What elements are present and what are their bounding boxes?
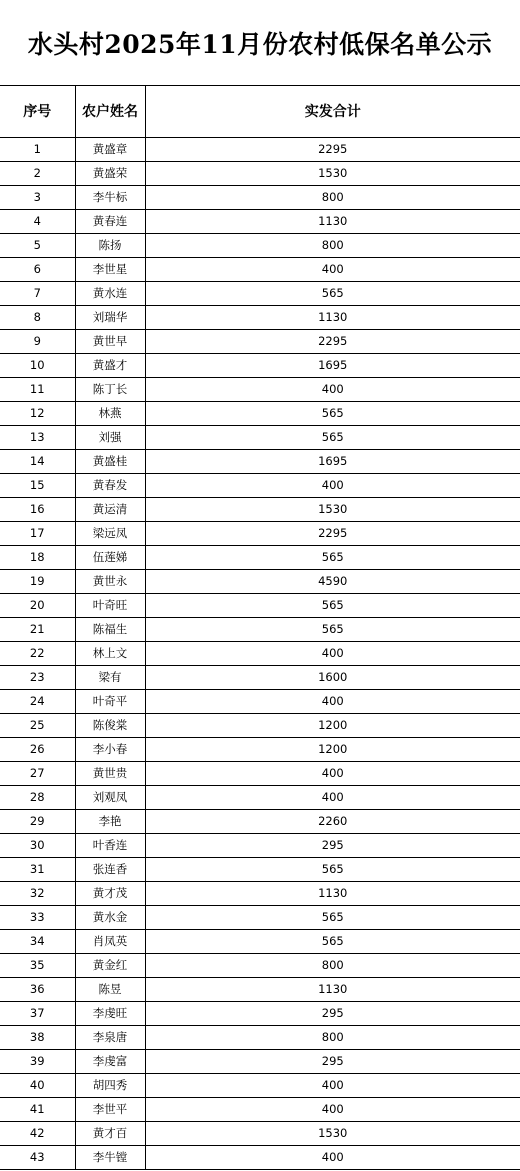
cell-amount: 400 <box>145 1145 520 1169</box>
cell-index: 16 <box>0 497 75 521</box>
cell-name: 李小春 <box>75 737 145 761</box>
table-row <box>0 617 520 641</box>
cell-amount: 800 <box>145 185 520 209</box>
header-name: 农户姓名 <box>75 86 145 137</box>
table-row <box>0 353 520 377</box>
table-row <box>0 137 520 161</box>
cell-index: 25 <box>0 713 75 737</box>
cell-name: 胡四秀 <box>75 1073 145 1097</box>
cell-name: 刘瑞华 <box>75 305 145 329</box>
cell-index: 8 <box>0 305 75 329</box>
header-index: 序号 <box>0 86 75 137</box>
table-row <box>0 257 520 281</box>
cell-index: 1 <box>0 137 75 161</box>
table-row <box>0 449 520 473</box>
cell-amount: 1530 <box>145 497 520 521</box>
cell-amount: 1600 <box>145 665 520 689</box>
cell-index: 35 <box>0 953 75 977</box>
cell-name: 黄才茂 <box>75 881 145 905</box>
table-row <box>0 497 520 521</box>
cell-name: 刘强 <box>75 425 145 449</box>
cell-amount: 400 <box>145 641 520 665</box>
cell-amount: 400 <box>145 473 520 497</box>
cell-amount: 400 <box>145 1097 520 1121</box>
table-row <box>0 785 520 809</box>
table-row <box>0 809 520 833</box>
cell-index: 17 <box>0 521 75 545</box>
cell-index: 43 <box>0 1145 75 1169</box>
table-row <box>0 881 520 905</box>
cell-amount: 4590 <box>145 569 520 593</box>
cell-amount: 295 <box>145 1001 520 1025</box>
cell-name: 梁远凤 <box>75 521 145 545</box>
cell-name: 李牛镗 <box>75 1145 145 1169</box>
cell-index: 31 <box>0 857 75 881</box>
cell-index: 21 <box>0 617 75 641</box>
table-row <box>0 977 520 1001</box>
cell-name: 陈扬 <box>75 233 145 257</box>
table-row <box>0 1145 520 1169</box>
cell-index: 34 <box>0 929 75 953</box>
cell-amount: 1130 <box>145 977 520 1001</box>
cell-name: 陈福生 <box>75 617 145 641</box>
cell-name: 黄金红 <box>75 953 145 977</box>
cell-index: 24 <box>0 689 75 713</box>
cell-index: 20 <box>0 593 75 617</box>
cell-name: 黄世贵 <box>75 761 145 785</box>
table-row <box>0 1121 520 1145</box>
cell-amount: 1530 <box>145 161 520 185</box>
cell-name: 黄水连 <box>75 281 145 305</box>
cell-amount: 2295 <box>145 521 520 545</box>
table-row <box>0 641 520 665</box>
cell-index: 28 <box>0 785 75 809</box>
cell-amount: 565 <box>145 857 520 881</box>
table-row <box>0 1049 520 1073</box>
cell-index: 10 <box>0 353 75 377</box>
table-row <box>0 1097 520 1121</box>
table-row <box>0 329 520 353</box>
cell-amount: 295 <box>145 833 520 857</box>
cell-name: 黄水金 <box>75 905 145 929</box>
cell-amount: 1200 <box>145 737 520 761</box>
table-row <box>0 857 520 881</box>
cell-name: 刘观凤 <box>75 785 145 809</box>
cell-name: 李牛标 <box>75 185 145 209</box>
cell-name: 叶香连 <box>75 833 145 857</box>
cell-name: 陈俊棠 <box>75 713 145 737</box>
cell-name: 黄春连 <box>75 209 145 233</box>
table-row <box>0 1025 520 1049</box>
cell-amount: 1530 <box>145 1121 520 1145</box>
cell-name: 黄才百 <box>75 1121 145 1145</box>
cell-amount: 1130 <box>145 881 520 905</box>
cell-index: 32 <box>0 881 75 905</box>
cell-index: 40 <box>0 1073 75 1097</box>
table-row <box>0 593 520 617</box>
table-row <box>0 905 520 929</box>
cell-index: 33 <box>0 905 75 929</box>
table-row <box>0 281 520 305</box>
table-row <box>0 689 520 713</box>
cell-index: 2 <box>0 161 75 185</box>
cell-name: 李泉唐 <box>75 1025 145 1049</box>
cell-index: 18 <box>0 545 75 569</box>
cell-name: 林燕 <box>75 401 145 425</box>
cell-name: 黄春发 <box>75 473 145 497</box>
cell-index: 41 <box>0 1097 75 1121</box>
cell-index: 12 <box>0 401 75 425</box>
table-row <box>0 377 520 401</box>
cell-name: 伍莲娣 <box>75 545 145 569</box>
cell-amount: 565 <box>145 425 520 449</box>
cell-index: 4 <box>0 209 75 233</box>
cell-amount: 400 <box>145 761 520 785</box>
cell-amount: 2295 <box>145 137 520 161</box>
cell-index: 30 <box>0 833 75 857</box>
cell-amount: 565 <box>145 401 520 425</box>
table-row <box>0 305 520 329</box>
beneficiary-table <box>0 86 520 1170</box>
cell-name: 李世星 <box>75 257 145 281</box>
cell-name: 张连香 <box>75 857 145 881</box>
cell-amount: 1130 <box>145 305 520 329</box>
cell-name: 黄盛才 <box>75 353 145 377</box>
cell-index: 36 <box>0 977 75 1001</box>
table-row <box>0 473 520 497</box>
cell-name: 李虔旺 <box>75 1001 145 1025</box>
table-row <box>0 425 520 449</box>
cell-index: 14 <box>0 449 75 473</box>
cell-amount: 2260 <box>145 809 520 833</box>
cell-amount: 2295 <box>145 329 520 353</box>
table-row <box>0 545 520 569</box>
cell-amount: 800 <box>145 233 520 257</box>
cell-amount: 565 <box>145 545 520 569</box>
cell-amount: 295 <box>145 1049 520 1073</box>
page-title: 水头村2025年11月份农村低保名单公示 <box>0 0 520 86</box>
cell-index: 6 <box>0 257 75 281</box>
table-row <box>0 929 520 953</box>
cell-name: 黄世永 <box>75 569 145 593</box>
cell-name: 梁有 <box>75 665 145 689</box>
cell-name: 陈丁长 <box>75 377 145 401</box>
table-row <box>0 737 520 761</box>
table-row <box>0 569 520 593</box>
cell-name: 黄运清 <box>75 497 145 521</box>
cell-name: 黄盛荣 <box>75 161 145 185</box>
table-row <box>0 761 520 785</box>
table-header-row <box>0 86 520 137</box>
table-body <box>0 137 520 1169</box>
cell-index: 22 <box>0 641 75 665</box>
cell-amount: 565 <box>145 281 520 305</box>
cell-amount: 800 <box>145 953 520 977</box>
cell-name: 李世平 <box>75 1097 145 1121</box>
cell-amount: 400 <box>145 689 520 713</box>
cell-name: 李虔富 <box>75 1049 145 1073</box>
table-row <box>0 521 520 545</box>
cell-amount: 565 <box>145 593 520 617</box>
cell-amount: 1130 <box>145 209 520 233</box>
cell-index: 5 <box>0 233 75 257</box>
cell-index: 26 <box>0 737 75 761</box>
cell-index: 11 <box>0 377 75 401</box>
cell-amount: 400 <box>145 257 520 281</box>
cell-index: 15 <box>0 473 75 497</box>
table-row <box>0 161 520 185</box>
cell-index: 38 <box>0 1025 75 1049</box>
cell-index: 37 <box>0 1001 75 1025</box>
cell-index: 7 <box>0 281 75 305</box>
table-row <box>0 209 520 233</box>
cell-amount: 1200 <box>145 713 520 737</box>
table-row <box>0 1001 520 1025</box>
cell-index: 27 <box>0 761 75 785</box>
table-row <box>0 185 520 209</box>
cell-amount: 400 <box>145 785 520 809</box>
cell-index: 23 <box>0 665 75 689</box>
cell-amount: 400 <box>145 377 520 401</box>
cell-index: 19 <box>0 569 75 593</box>
cell-name: 黄盛桂 <box>75 449 145 473</box>
cell-index: 39 <box>0 1049 75 1073</box>
cell-name: 李艳 <box>75 809 145 833</box>
cell-amount: 800 <box>145 1025 520 1049</box>
table-row <box>0 1073 520 1097</box>
cell-name: 黄盛章 <box>75 137 145 161</box>
cell-amount: 1695 <box>145 353 520 377</box>
cell-index: 42 <box>0 1121 75 1145</box>
cell-amount: 565 <box>145 905 520 929</box>
header-amount: 实发合计 <box>145 86 520 137</box>
table-row <box>0 401 520 425</box>
table-row <box>0 833 520 857</box>
cell-index: 29 <box>0 809 75 833</box>
cell-index: 13 <box>0 425 75 449</box>
table-row <box>0 665 520 689</box>
cell-amount: 565 <box>145 929 520 953</box>
cell-amount: 400 <box>145 1073 520 1097</box>
table-row <box>0 233 520 257</box>
cell-name: 叶奇旺 <box>75 593 145 617</box>
cell-name: 肖凤英 <box>75 929 145 953</box>
cell-amount: 1695 <box>145 449 520 473</box>
cell-name: 陈昱 <box>75 977 145 1001</box>
cell-amount: 565 <box>145 617 520 641</box>
cell-name: 黄世早 <box>75 329 145 353</box>
cell-name: 林上文 <box>75 641 145 665</box>
cell-index: 9 <box>0 329 75 353</box>
table-row <box>0 953 520 977</box>
cell-index: 3 <box>0 185 75 209</box>
table-row <box>0 713 520 737</box>
cell-name: 叶奇平 <box>75 689 145 713</box>
